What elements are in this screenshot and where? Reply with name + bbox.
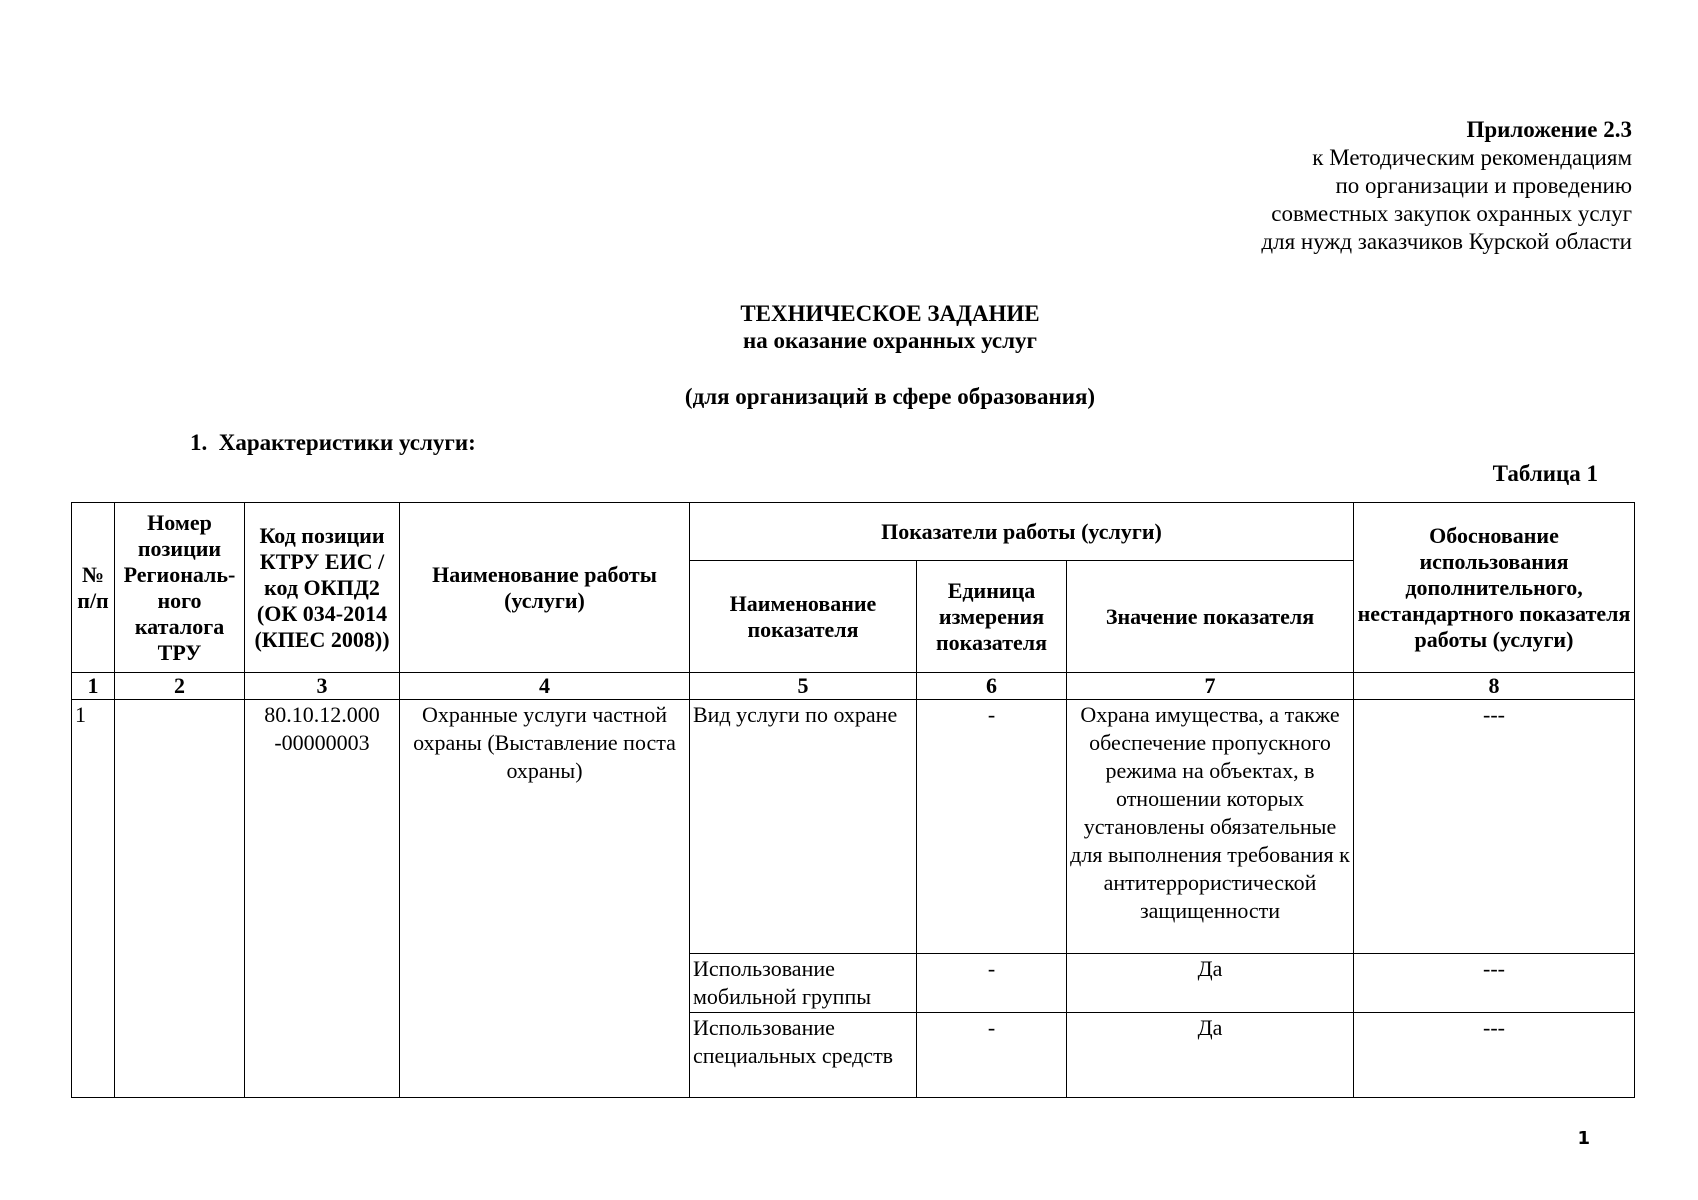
appendix-line: для нужд заказчиков Курской области xyxy=(1261,229,1632,254)
cell-indicator-unit: - xyxy=(917,954,1067,1013)
cell-code: 80.10.12.000 -00000003 xyxy=(245,700,400,1098)
appendix-line: по организации и проведению xyxy=(1335,173,1632,198)
table-row xyxy=(72,700,1635,954)
header-num: № п/п xyxy=(72,503,115,673)
column-number: 2 xyxy=(115,673,245,700)
cell-indicator-name: Использование мобильной группы xyxy=(690,954,917,1013)
header-catalog: Номер позиции Региональ-ного каталога ТРУ xyxy=(115,503,245,673)
cell-justification: --- xyxy=(1354,700,1635,954)
column-number: 8 xyxy=(1354,673,1635,700)
specification-table xyxy=(71,502,1635,1098)
page-number: 1 xyxy=(1577,1128,1590,1149)
cell-indicator-name: Вид услуги по охране xyxy=(690,700,917,954)
header-indicator-value: Значение показателя xyxy=(1067,561,1354,673)
appendix-line: совместных закупок охранных услуг xyxy=(1271,201,1632,226)
appendix-title: Приложение 2.3 xyxy=(1466,117,1632,142)
appendix-block xyxy=(1261,116,1632,256)
cell-indicator-name: Использование специальных средств xyxy=(690,1013,917,1098)
document-subtitle: на оказание охранных услуг xyxy=(743,328,1037,353)
section-title: Характеристики услуги: xyxy=(218,430,476,455)
header-indicator-unit: Единица измерения показателя xyxy=(917,561,1067,673)
section-number: 1. xyxy=(190,430,208,455)
cell-indicator-unit: - xyxy=(917,1013,1067,1098)
header-justification: Обоснование использования дополнительного, нестандартного показателя работы (услуги) xyxy=(1354,503,1635,673)
cell-row-num: 1 xyxy=(72,700,115,1098)
header-indicators-group: Показатели работы (услуги) xyxy=(690,503,1354,561)
cell-justification: --- xyxy=(1354,1013,1635,1098)
header-code: Код позиции КТРУ ЕИС / код ОКПД2 (ОК 034-2014 (КПЕС 2008)) xyxy=(245,503,400,673)
column-number: 7 xyxy=(1067,673,1354,700)
document-title: ТЕХНИЧЕСКОЕ ЗАДАНИЕ xyxy=(740,301,1040,326)
cell-indicator-value: Да xyxy=(1067,1013,1354,1098)
cell-justification: --- xyxy=(1354,954,1635,1013)
document-title-block xyxy=(0,300,1698,354)
section-heading xyxy=(190,430,476,456)
appendix-line: к Методическим рекомендациям xyxy=(1312,145,1632,170)
column-number: 6 xyxy=(917,673,1067,700)
header-indicator-name: Наименование показателя xyxy=(690,561,917,673)
cell-catalog xyxy=(115,700,245,1098)
column-number: 5 xyxy=(690,673,917,700)
document-scope: (для организаций в сфере образования) xyxy=(684,384,1096,409)
column-number: 3 xyxy=(245,673,400,700)
header-service-name: Наименование работы (услуги) xyxy=(400,503,690,673)
column-number: 4 xyxy=(400,673,690,700)
column-numbers-row xyxy=(72,673,1635,700)
cell-indicator-unit: - xyxy=(917,700,1067,954)
cell-indicator-value: Охрана имущества, а также обеспечение пропускного режима на объектах, в отношении которых установлены обязательные для выполнения требования к антитеррористической защищенности xyxy=(1067,700,1354,954)
column-number: 1 xyxy=(72,673,115,700)
cell-indicator-value: Да xyxy=(1067,954,1354,1013)
table-caption: Таблица 1 xyxy=(1492,461,1598,486)
cell-service-name: Охранные услуги частной охраны (Выставление поста охраны) xyxy=(400,700,690,1098)
